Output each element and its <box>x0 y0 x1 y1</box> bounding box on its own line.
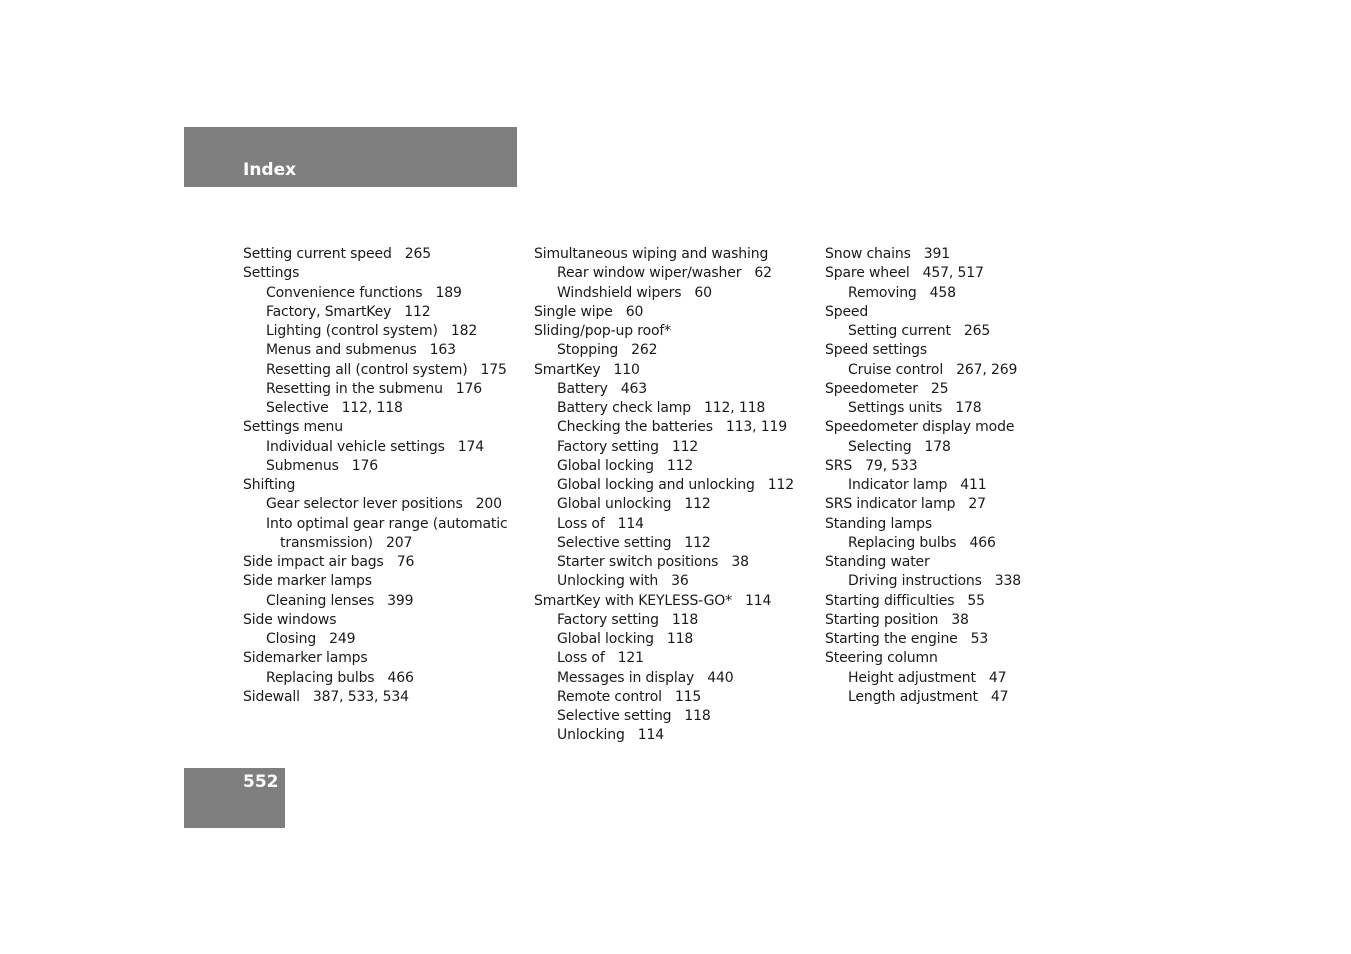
index-entry <box>825 418 1021 437</box>
index-subentry <box>243 438 508 457</box>
index-term: Snow chains <box>825 246 911 262</box>
index-term: Battery check lamp <box>557 400 691 416</box>
page-reference: 175 <box>480 361 507 378</box>
index-entry <box>825 495 1021 514</box>
index-term: Unlocking with <box>557 573 659 590</box>
index-entry <box>825 649 1021 668</box>
page-reference: 207 <box>385 534 413 551</box>
index-term: Settings menu <box>243 419 343 436</box>
index-term: Sidewall <box>243 688 300 705</box>
index-subentry <box>534 726 794 745</box>
index-term: Battery <box>557 380 608 397</box>
index-term: Settings <box>243 265 300 282</box>
index-entry <box>825 457 1021 476</box>
index-subentry <box>534 649 794 668</box>
index-subentry <box>825 476 1021 495</box>
index-term: Into optimal gear range (automatic <box>266 515 508 532</box>
page-reference: 62 <box>754 265 772 282</box>
index-term: Checking the batteries <box>557 419 713 436</box>
page-reference: 55 <box>967 592 985 609</box>
index-term: Simultaneous wiping and washing <box>534 246 769 262</box>
index-term: Resetting in the submenu <box>266 380 443 397</box>
header-bar <box>184 127 517 187</box>
index-subentry <box>243 457 508 476</box>
page-reference: 411 <box>960 477 987 493</box>
index-subentry <box>534 630 794 649</box>
index-term: Global locking and unlocking <box>557 477 755 493</box>
index-term: transmission) <box>280 534 373 551</box>
page-reference: 25 <box>930 380 949 397</box>
index-term: Selective <box>266 400 329 416</box>
page-reference: 76 <box>396 554 415 570</box>
index-subentry <box>534 495 794 514</box>
index-subentry <box>534 399 794 418</box>
index-term: Starting difficulties <box>825 592 955 609</box>
index-subentry <box>534 669 794 688</box>
index-subentry <box>534 418 794 437</box>
index-entry <box>825 553 1021 572</box>
index-term: SmartKey with KEYLESS-GO* <box>534 592 733 609</box>
page-number: 552 <box>243 772 279 792</box>
index-term: Individual vehicle settings <box>266 438 445 455</box>
index-term: Messages in display <box>557 669 695 686</box>
index-term: Remote control <box>557 688 662 705</box>
page-reference: 38 <box>731 554 749 570</box>
index-subentry <box>534 707 794 726</box>
index-term: Resetting all (control system) <box>266 361 468 378</box>
index-subentry <box>534 688 794 707</box>
index-term: Selective setting <box>557 534 672 551</box>
index-term: Standing lamps <box>825 515 933 532</box>
page-reference: 458 <box>929 284 956 301</box>
index-subentry <box>825 284 1021 303</box>
index-column-2 <box>534 245 794 746</box>
index-subentry <box>825 361 1021 380</box>
index-term: Closing <box>266 631 317 647</box>
index-subentry <box>243 592 508 611</box>
page-reference: 262 <box>631 342 658 359</box>
index-entry <box>825 341 1021 360</box>
index-subentry <box>243 669 508 688</box>
index-term: Shifting <box>243 477 296 493</box>
index-term: Indicator lamp <box>848 477 948 493</box>
index-entry <box>825 592 1021 611</box>
index-entry <box>243 553 508 572</box>
index-subentry <box>534 457 794 476</box>
index-term: Steering column <box>825 650 938 667</box>
index-entry <box>243 688 508 707</box>
index-term: Unlocking <box>557 727 625 744</box>
page-reference: 60 <box>625 303 644 320</box>
index-subentry <box>534 380 794 399</box>
index-term: Stopping <box>557 342 619 359</box>
index-entry <box>534 322 794 341</box>
page-reference: 176 <box>455 380 483 397</box>
index-term: Settings units <box>848 400 943 416</box>
index-term: Cruise control <box>848 361 944 378</box>
page-reference: 112 <box>684 534 711 551</box>
page-reference: 110 <box>613 361 640 378</box>
page-reference: 463 <box>620 380 648 397</box>
page-reference: 189 <box>435 284 462 301</box>
index-term: Gear selector lever positions <box>266 496 463 513</box>
page-reference: 387, 533, 534 <box>312 688 409 705</box>
page-reference: 112 <box>767 477 794 493</box>
index-term: Global unlocking <box>557 496 672 513</box>
index-term: Starting the engine <box>825 631 958 647</box>
page-reference: 265 <box>963 323 991 339</box>
index-term: Menus and submenus <box>266 342 417 359</box>
index-subentry <box>534 438 794 457</box>
index-subentry <box>243 284 508 303</box>
index-subentry <box>243 361 508 380</box>
index-term: Speed settings <box>825 342 928 359</box>
index-term: Starter switch positions <box>557 554 719 570</box>
page-reference: 114 <box>617 515 644 532</box>
index-term: Factory, SmartKey <box>266 303 392 320</box>
index-subentry <box>534 553 794 572</box>
index-term: Length adjustment <box>848 688 978 705</box>
index-subentry <box>534 341 794 360</box>
index-subentry <box>534 515 794 534</box>
index-term: Global locking <box>557 631 654 647</box>
index-entry <box>534 245 794 264</box>
page-reference: 112, 118 <box>341 400 403 416</box>
index-subentry <box>243 303 508 322</box>
index-subentry <box>534 264 794 283</box>
index-term: Factory setting <box>557 611 659 628</box>
index-subentry <box>825 572 1021 591</box>
index-term: Setting current <box>848 323 951 339</box>
page-reference: 112 <box>684 496 711 513</box>
index-term: Speedometer <box>825 380 918 397</box>
index-term: Convenience functions <box>266 284 423 301</box>
page-reference: 267, 269 <box>956 361 1018 378</box>
index-entry <box>243 572 508 591</box>
index-term: Setting current speed <box>243 246 392 262</box>
page-reference: 457, 517 <box>922 265 984 282</box>
page-reference: 176 <box>351 457 379 474</box>
index-term: Rear window wiper/washer <box>557 265 742 282</box>
index-term: Selective setting <box>557 708 672 724</box>
index-subentry <box>243 399 508 418</box>
index-entry <box>825 630 1021 649</box>
index-term: SRS <box>825 457 853 474</box>
index-column-1 <box>243 245 508 707</box>
index-term: Side windows <box>243 611 337 628</box>
index-term: Removing <box>848 284 917 301</box>
index-term: SmartKey <box>534 361 601 378</box>
index-term: Sliding/pop-up roof* <box>534 323 672 339</box>
index-term: Spare wheel <box>825 265 910 282</box>
index-entry <box>825 515 1021 534</box>
index-subentry <box>534 572 794 591</box>
page-reference: 182 <box>450 323 478 339</box>
page-reference: 36 <box>671 573 689 590</box>
index-entry <box>243 476 508 495</box>
page-reference: 399 <box>387 592 414 609</box>
index-term: Height adjustment <box>848 669 976 686</box>
index-term: Single wipe <box>534 303 613 320</box>
index-entry <box>243 264 508 283</box>
index-term: Windshield wipers <box>557 284 682 301</box>
page-reference: 47 <box>990 688 1009 705</box>
index-entry <box>534 592 794 611</box>
page-reference: 200 <box>475 496 502 513</box>
page-reference: 118 <box>684 708 711 724</box>
index-term: Driving instructions <box>848 573 982 590</box>
index-subentry <box>243 322 508 341</box>
page-reference: 27 <box>968 496 986 513</box>
page-reference: 113, 119 <box>725 419 788 436</box>
index-entry <box>534 361 794 380</box>
index-subentry <box>534 611 794 630</box>
page-reference: 38 <box>951 611 969 628</box>
index-term: Lighting (control system) <box>266 323 438 339</box>
index-subentry <box>825 322 1021 341</box>
page-reference: 440 <box>707 669 734 686</box>
index-subentry <box>825 688 1021 707</box>
page-reference: 338 <box>994 573 1022 590</box>
page-reference: 53 <box>970 631 989 647</box>
index-entry <box>243 418 508 437</box>
index-subentry <box>243 380 508 399</box>
index-term: Replacing bulbs <box>266 669 375 686</box>
index-term: Speedometer display mode <box>825 419 1015 436</box>
page-reference: 79, 533 <box>865 457 918 474</box>
index-subentry <box>825 669 1021 688</box>
index-entry <box>825 303 1021 322</box>
index-entry <box>534 303 794 322</box>
index-entry <box>825 245 1021 264</box>
page-reference: 466 <box>969 534 996 551</box>
index-subentry <box>243 495 508 514</box>
index-term: Loss of <box>557 650 605 667</box>
index-subentry <box>534 534 794 553</box>
page-reference: 47 <box>988 669 1007 686</box>
index-column-3 <box>825 245 1021 707</box>
index-term: Sidemarker lamps <box>243 650 368 667</box>
index-term: Selecting <box>848 438 912 455</box>
index-term: Cleaning lenses <box>266 592 375 609</box>
index-subentry <box>825 399 1021 418</box>
page-reference: 114 <box>637 727 664 744</box>
index-term: Global locking <box>557 457 654 474</box>
page-reference: 178 <box>924 438 951 455</box>
index-term: Submenus <box>266 457 339 474</box>
page-reference: 112 <box>404 303 431 320</box>
page-title: Index <box>243 160 297 180</box>
index-subentry <box>825 534 1021 553</box>
index-term: Factory setting <box>557 438 659 455</box>
index-term: Speed <box>825 303 869 320</box>
page-reference: 112, 118 <box>704 400 766 416</box>
index-entry <box>825 611 1021 630</box>
index-term: SRS indicator lamp <box>825 496 956 513</box>
index-subentry <box>534 476 794 495</box>
page-reference: 265 <box>404 246 431 262</box>
page-reference: 60 <box>694 284 712 301</box>
index-subentry <box>825 438 1021 457</box>
index-subentry <box>243 534 508 553</box>
index-entry <box>243 611 508 630</box>
index-subentry <box>243 515 508 534</box>
index-term: Replacing bulbs <box>848 534 957 551</box>
page-reference: 178 <box>955 400 982 416</box>
page-reference: 249 <box>329 631 356 647</box>
index-term: Starting position <box>825 611 939 628</box>
page-reference: 115 <box>674 688 702 705</box>
page-reference: 112 <box>666 457 694 474</box>
index-entry <box>825 380 1021 399</box>
page-reference: 174 <box>457 438 485 455</box>
index-subentry <box>243 630 508 649</box>
index-term: Standing water <box>825 554 930 570</box>
page-reference: 114 <box>745 592 772 609</box>
index-entry <box>243 245 508 264</box>
index-subentry <box>243 341 508 360</box>
index-term: Loss of <box>557 515 605 532</box>
page-reference: 121 <box>617 650 644 667</box>
page-reference: 118 <box>671 611 699 628</box>
index-term: Side marker lamps <box>243 573 372 590</box>
index-entry <box>243 649 508 668</box>
page-reference: 118 <box>666 631 694 647</box>
page-reference: 391 <box>923 246 951 262</box>
index-subentry <box>534 284 794 303</box>
index-term: Side impact air bags <box>243 554 384 570</box>
page-reference: 466 <box>387 669 414 686</box>
page-reference: 112 <box>671 438 699 455</box>
index-entry <box>825 264 1021 283</box>
page-reference: 163 <box>429 342 456 359</box>
page-number-box <box>184 768 285 828</box>
